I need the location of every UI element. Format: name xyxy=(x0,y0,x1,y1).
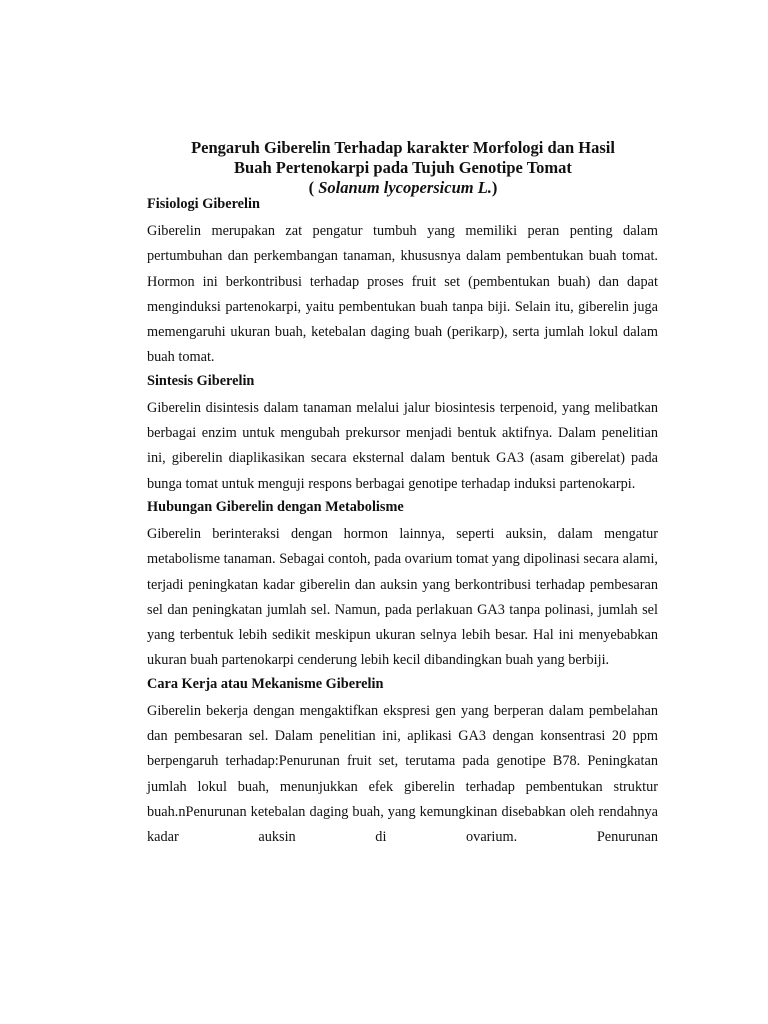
section-paragraph: Giberelin bekerja dengan mengaktifkan ekspresi gen yang berperan dalam pembelahan dan pembesaran sel. Dalam penelitian ini, aplikasi GA3 dengan konsentrasi 20 ppm berpengaruh terhadap:Penurunan fruit set, terutama pada genotipe B78. Peningkatan jumlah lokul buah, menunjukkan efek giberelin terhadap pembentukan struktur buah.nPenurunan ketebalan daging buah, yang kemungkinan disebabkan oleh rendahnya kadar auksin di ovarium. Penurunan xyxy=(147,702,658,846)
document-title xyxy=(120,138,686,198)
section-metabolisme xyxy=(147,497,658,674)
section-heading: Cara Kerja atau Mekanisme Giberelin xyxy=(147,675,384,692)
title-paren-open: ( xyxy=(308,178,319,197)
section-paragraph: Giberelin disintesis dalam tanaman melalui jalur biosintesis terpenoid, yang melibatkan berbagai enzim untuk mengubah prekursor menjadi bentuk aktifnya. Dalam penelitian ini, giberelin diaplikasikan secara eksternal dalam bentuk GA3 (asam giberelat) pada bunga tomat untuk menguji respons berbagai genotipe terhadap induksi partenokarpi. xyxy=(147,399,658,492)
title-line-1: Pengaruh Giberelin Terhadap karakter Morfologi dan Hasil xyxy=(191,138,615,157)
section-heading: Sintesis Giberelin xyxy=(147,372,255,389)
section-paragraph: Giberelin merupakan zat pengatur tumbuh yang memiliki peran penting dalam pertumbuhan dan perkembangan tanaman, khususnya dalam pembentukan buah tomat. Hormon ini berkontribusi terhadap proses fruit set (pembentukan buah) dan dapat menginduksi partenokarpi, yaitu pembentukan buah tanpa biji. Selain itu, giberelin juga memengaruhi ukuran buah, ketebalan daging buah (perikarp), serta jumlah lokul dalam buah tomat. xyxy=(147,223,658,366)
section-mekanisme xyxy=(147,674,658,851)
document-body xyxy=(147,194,658,851)
section-heading: Hubungan Giberelin dengan Metabolisme xyxy=(147,498,404,515)
title-species-name: Solanum lycopersicum L. xyxy=(318,178,492,197)
title-line-2: Buah Pertenokarpi pada Tujuh Genotipe Tomat xyxy=(234,158,572,177)
section-sintesis xyxy=(147,371,658,497)
section-paragraph: Giberelin berinteraksi dengan hormon lainnya, seperti auksin, dalam mengatur metabolisme tanaman. Sebagai contoh, pada ovarium tomat yang dipolinasi secara alami, terjadi peningkatan kadar giberelin dan auksin yang berkontribusi terhadap pembesaran sel dan peningkatan jumlah sel. Namun, pada perlakuan GA3 tanpa polinasi, jumlah sel yang terbentuk lebih sedikit meskipun ukuran selnya lebih besar. Hal ini menyebabkan ukuran buah partenokarpi cenderung lebih kecil dibandingkan buah yang berbiji. xyxy=(147,525,658,669)
title-paren-close: ) xyxy=(491,178,498,197)
section-fisiologi xyxy=(147,194,658,371)
section-heading: Fisiologi Giberelin xyxy=(147,196,260,212)
